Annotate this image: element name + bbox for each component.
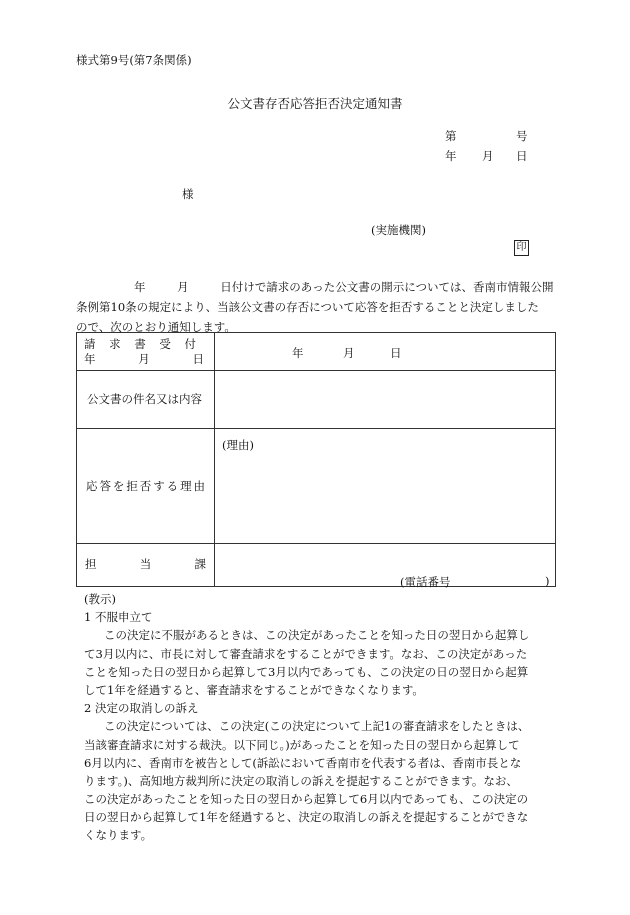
subject-value-cell [215,371,556,429]
intro-line: ので、次のとおり通知します。 [76,320,236,334]
instruction-line: この決定については、この決定(この決定について上記1の審査請求をしたときは、 [104,719,530,734]
instruction-line: 6月以内に、香南市を被告として(訴訟において香南市を代表する者は、香南市長とな [84,755,522,770]
instructions-section [84,590,529,845]
instruction-line: この決定があったことを知った日の翌日から起算して6月以内であっても、この決定の [84,792,529,807]
reason-label-cell [77,429,215,544]
header-date-month: 月 [482,149,494,163]
seal-mark: 印 [514,240,529,256]
instruction-line: ことを知った日の翌日から起算して3月以内であっても、この決定の日の翌日から起算 [84,664,529,679]
number-prefix: 第 [445,129,457,143]
request-date-ymd-label: 年 月 日 [84,352,204,366]
request-received-label: 請 求 書 受 付 [84,337,196,351]
instruction-item-title: 2 決定の取消しの訴え [84,701,199,716]
subject-label-cell [77,371,215,429]
section-value-cell [215,544,556,587]
number-suffix: 号 [516,129,528,143]
intro-line: 年 月 日付けで請求のあった公文書の開示については、香南市情報公開 [134,280,554,294]
instruction-line: 日の翌日から起算して1年を経過すると、決定の取消しの訴えを提起することができな [84,810,529,825]
instruction-line: くなります。 [84,828,153,843]
addressee-honorific: 様 [182,187,194,201]
reason-value-cell [215,429,556,544]
instruction-item-title: 1 不服申立て [84,610,153,625]
table-row-reason [77,429,556,544]
date-year-label: 年 [292,346,304,360]
intro-paragraph [76,277,553,337]
phone-number-close: ) [545,574,550,588]
instruction-line: て3月以内に、市長に対して審査請求をすることができます。なお、この決定があった [84,646,528,661]
header-date-year: 年 [445,149,457,163]
request-date-label-cell [77,333,215,371]
reason-label: 応 答 を 拒 否 す る 理 由 [86,479,205,493]
instruction-line: して1年を経過すると、審査請求をすることができなくなります。 [84,682,424,697]
intro-line: 条例第10条の規定により、当該公文書の存否について応答を拒否することと決定しました [76,300,539,314]
header-date-day: 日 [516,149,528,163]
request-date-value-cell [215,333,556,371]
section-label-cell [77,544,215,587]
table-row-section [77,544,556,587]
form-number: 様式第9号(第7条関係) [76,53,192,67]
instructions-heading: (教示) [84,592,116,606]
section-label: 担 当 課 [85,557,206,571]
document-title: 公文書存否応答拒否決定通知書 [227,96,403,111]
date-day-label: 日 [390,346,402,360]
notice-table [76,332,556,587]
instruction-line: 当該審査請求に対する裁決。以下同じ。)があったことを知った日の翌日から起算して [84,737,520,752]
instruction-line: ります。)、高知地方裁判所に決定の取消しの訴えを提起することができます。なお、 [84,773,518,788]
date-month-label: 月 [343,346,355,360]
table-row-request-date [77,333,556,371]
instruction-line: この決定に不服があるときは、この決定があったことを知った日の翌日から起算し [104,628,530,643]
reason-prefix: (理由) [222,438,254,452]
subject-label: 公文書の件名又は内容 [87,392,202,406]
implementing-agency-label: (実施機関) [371,223,426,237]
phone-number-label: (電話番号 [400,575,451,589]
table-row-subject [77,371,556,429]
